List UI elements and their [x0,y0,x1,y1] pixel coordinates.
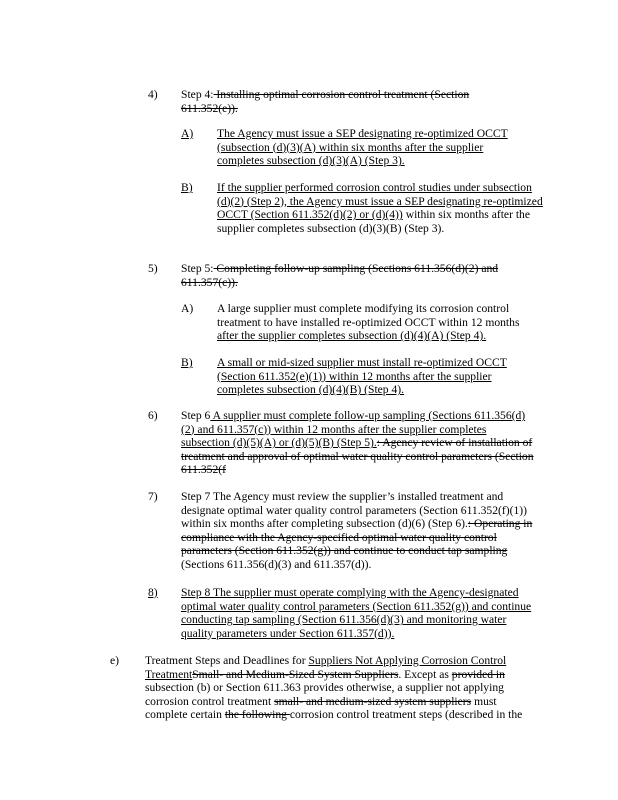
step-5-title [181,262,521,289]
step-4-sub-a-letter: A) [181,127,194,140]
step-6-number: 6) [148,409,158,422]
section-e-inserted-title: Suppliers Not Applying Corrosion Control Treatment [145,654,507,681]
step-4-title-plain: Step 4: [181,88,214,101]
step-4-title-struck: Installing optimal corrosion control treatment (Section 611.352(e)). [181,88,470,115]
step-5-sub-a-underlined: after the supplier completes subsection (d)(4)(A) (Step 4). [217,329,487,343]
step-5-sub-b-letter: B) [181,356,193,369]
step-4-sub-b-underlined: If the supplier performed corrosion control studies under subsection (d)(2) (Step 2), the Agency must issue a SEP designating re-optimized OCCT (Section 611.352(d)(2) or (d)(4)) [217,181,543,222]
section-e-part-f: subsection (b) or Section 611.363 provides otherwise, a supplier not applying corrosion control treatment [145,681,504,708]
step-8-number: 8) [148,586,158,599]
section-e-struck-title: Small- and Medium-Sized System Suppliers [192,667,399,681]
section-e-letter: e) [110,654,120,667]
step-7-number: 7) [148,490,158,503]
step-5-number: 5) [148,262,158,275]
section-e-part-a: Treatment Steps and Deadlines for [145,654,309,667]
step-4-number: 4) [148,88,158,101]
step-4-sub-b-text [217,181,545,235]
step-4-sub-b-letter: B) [181,181,193,194]
step-6-label: Step 6 [181,409,211,422]
step-6-inserted: A supplier must complete follow-up sampling (Sections 611.356(d)(2) and 611.357(c)) within 12 months after the supplier completes subsection (d)(5)(A) or (d)(5)(B) (Step 5). [181,409,526,450]
step-5-sub-a-text [217,302,539,343]
section-e-part-h: must complete certain [145,694,497,722]
step-7-main: Step 7 The Agency must review the supplier’s installed treatment and designate optimal water quality control parameters (Section 611.352(f)(1)) within six months after completing subsection (d)(6) (Step 6). [181,490,527,531]
step-7-text [181,490,537,572]
section-e-struck-following: the following [224,708,290,722]
step-4-title [181,88,521,115]
step-4-sub-a-text: The Agency must issue a SEP designating re-optimized OCCT (subsection (d)(3)(A) within six months after the supplier completes subsection (d)(3)(A) (Step 3). [217,127,508,168]
section-e-part-d: . Except as [398,667,452,681]
step-7-struck: : Operating in compliance with the Agency-specified optimal water quality control parameters (Section 611.352(g)) and continue to conduct tap sampling [181,517,533,558]
step-5-title-struck: Completing follow-up sampling (Sections 611.356(d)(2) and 611.357(c)). [181,262,499,289]
step-5-sub-a-letter: A) [181,302,194,315]
step-5-title-plain: Step 5: [181,262,214,275]
section-e-struck-provided: provided in [451,667,505,681]
step-6-text [181,409,537,477]
step-5-sub-b-text: A small or mid-sized supplier must install re-optimized OCCT (Section 611.352(e)(1)) within 12 months after the supplier completes subsection (d)(4)(B) (Step 4). [217,356,507,397]
step-5-sub-a-plain: A large supplier must complete modifying its corrosion control treatment to have installed re-optimized OCCT within 12 months [217,302,520,329]
section-e-text [145,654,537,722]
step-8-text: Step 8 The supplier must operate complying with the Agency-designated optimal water quality control parameters (Section 611.352(g)) and continue conducting tap sampling (Section 611.356(d)(3) and monitoring water quality parameters under Section 611.357(d)). [181,586,532,640]
section-e-struck-suppliers: small- and medium-sized system suppliers [274,694,472,708]
step-6-struck-review: Agency review of [379,436,469,450]
section-e-part-j: corrosion control treatment steps (described in the [289,708,523,722]
step-6-struck-colon: : [376,436,380,450]
step-4-sub-b-plain: within six months after the supplier completes subsection (d)(3)(B) (Step 3). [217,208,530,235]
step-6-struck-rest: installation of treatment and approval of optimal water quality control parameters (Section 611.352(f [181,436,534,477]
step-7-sections: (Sections 611.356(d)(3) and 611.357(d)). [181,557,372,571]
